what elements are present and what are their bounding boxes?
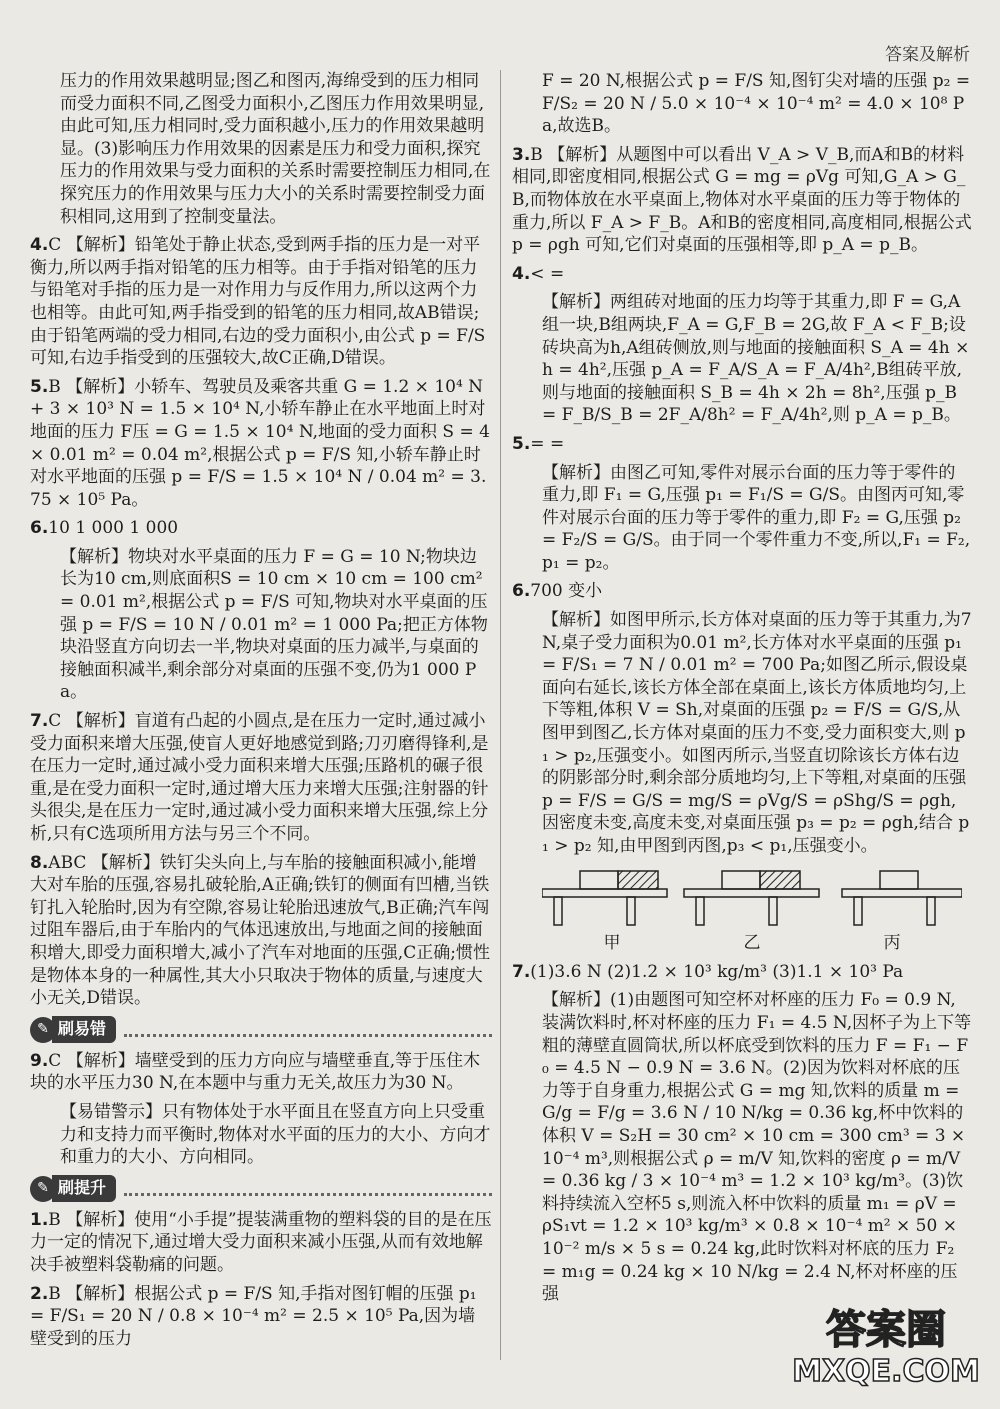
question-number: 2. [30,1283,49,1304]
pen-icon: ✎ [30,1017,56,1043]
answer-paragraph [30,1209,492,1277]
answer-text: B 【解析】从题图中可以看出 V_A > V_B,而A和B的材料相同,即密度相同,根据公式 G = mg = ρVg 可知,G_A > G_B,而物体放在水平桌面上,物体对水平桌面的压力等于物体的重力,所以 F_A > F_B。A和B的密度相同,高度相同,根据公式 p = ρgh 可知,它们对桌面的压强相等,即 p_A = p_B。 [512,144,972,256]
answer-paragraph [30,70,492,228]
question-number: 6. [30,518,49,539]
right-column [512,70,972,1312]
figure-label-yi: 乙 [743,933,761,954]
answer-paragraph [512,609,972,858]
table-jia [542,871,667,925]
answer-paragraph [512,989,972,1305]
answer-text: B 【解析】使用“小手提”提装满重物的塑料袋的目的是在压力一定的情况下,通过增大受力面积来减小压强,从而有效地解决手被塑料袋勒痛的问题。 [30,1209,492,1275]
answer-text: C 【解析】铅笔处于静止状态,受到两手指的压力是一对平衡力,所以两手指对铅笔的压力相等。由于手指对铅笔的压力与铅笔对手指的压力是一对作用力与反作用力,所以这两个力也相等。由此可知,两手指受到的铅笔的压力相同,故AB错误;由于铅笔两端的受力相同,右边的受力面积小,由公式 p = F/S 可知,右边手指受到的压强较大,故C正确,D错误。 [30,235,486,369]
figure-label-jia: 甲 [603,933,621,954]
dotted-rule [124,1022,492,1037]
answer-text: < = [530,263,565,284]
column-divider [500,70,501,1360]
question-number: 9. [30,1050,49,1071]
watermark-logo [786,1301,986,1391]
answer-text: 【解析】两组砖对地面的压力均等于其重力,即 F = G,A组一块,B组两块,F_A = G,F_B = 2G,故 F_A < F_B;设砖块高为h,A组砖侧放,则与地面的接触面积 S_A = 4h × h = 4h²,压强 p_A = F_A/S_A = F_A/4h²,B组砖平放,则与地面的接触面积 S_B = 4h × 2h = 8h²,压强 p_B = F_B/S_B = 2F_A/8h² = F_A/4h²,则 p_A = p_B。 [542,292,970,426]
left-column [30,70,492,1356]
question-number: 1. [30,1209,49,1230]
watermark-line2: MXQE.COM [792,1354,980,1389]
question-number: 8. [30,852,49,873]
pen-icon: ✎ [30,1176,56,1202]
table-bing [842,871,962,925]
answer-list-improve [30,1209,492,1351]
answer-paragraph [30,234,492,370]
answer-text: 【解析】物块对水平桌面的压力 F = G = 10 N;物块边长为10 cm,则底面积S = 10 cm × 10 cm = 100 cm² = 0.01 m²,根据公式 p = F/S 可知,物块对水平桌面的压强 p = F/S = 10 N / 0.01 m² = 1 000 Pa;把正方体物块沿竖直方向切去一半,物块对桌面的压力减半,与桌面的接触面积减半,剩余部分对桌面的压强不变,仍为1 000 Pa。 [60,546,488,703]
answer-text: B 【解析】小轿车、驾驶员及乘客共重 G = 1.2 × 10⁴ N + 3 × 10³ N = 1.5 × 10⁴ N,小轿车静止在水平地面上时对地面的压力 F压 = G = 1.5 × 10⁴ N,地面的受力面积 S = 4 × 0.01 m² = 0.04 m²,根据公式 p = F/S 知,小轿车静止时对水平地面的压强 p = F/S = 1.5 × 10⁴ N / 0.04 m² = 3.75 × 10⁵ Pa。 [30,376,490,510]
section-badge-error [30,1016,492,1044]
question-number: 4. [30,235,49,256]
figure-label-bing: 丙 [883,933,901,954]
dotted-rule [124,1181,492,1196]
answer-paragraph [30,376,492,512]
answer-paragraph [512,961,972,984]
answer-list-error [30,1050,492,1169]
question-number: 7. [30,711,49,732]
section-badge-improve [30,1175,492,1203]
watermark-line1: 答案圈 [826,1307,946,1353]
answer-text: 700 变小 [530,581,603,602]
answer-text: F = 20 N,根据公式 p = F/S 知,图钉尖对墙的压强 p₂ = F/S₂ = 20 N / 5.0 × 10⁻⁴ × 10⁻⁴ m² = 4.0 × 10⁸ Pa,故选B。 [542,71,971,137]
answer-list-right-2 [512,961,972,1306]
section-badge-label: 刷易错 [52,1016,116,1043]
question-number: 6. [512,581,531,602]
question-number: 5. [30,376,49,397]
answer-paragraph [30,852,492,1010]
answer-text: ABC 【解析】铁钉尖头向上,与车胎的接触面积减小,能增大对车胎的压强,容易扎破轮胎,A正确;铁钉的侧面有凹槽,当铁钉扎入轮胎时,因为有空隙,容易让轮胎迅速放气,B正确;汽车闯过阻车器后,由于车胎内的气体迅速放出,与地面之间的接触面积增大,即受力面积增大,减小了汽车对地面的压强,C正确;惯性是物体本身的一种属性,其大小只取决于物体的质量,与速度大小无关,D错误。 [30,852,490,1009]
section-badge-label: 刷提升 [52,1175,116,1202]
question-number: 4. [512,263,531,284]
answer-text: B 【解析】根据公式 p = F/S 知,手指对图钉帽的压强 p₁ = F/S₁ = 20 N / 0.8 × 10⁻⁴ m² = 2.5 × 10⁵ Pa,因为墙壁受到的压力 [30,1283,477,1349]
answer-text: 10 1 000 1 000 [48,518,179,539]
answer-paragraph [512,433,972,456]
answer-text: 【易错警示】只有物体处于水平面且在竖直方向上只受重力和支持力而平衡时,物体对水平面的压力的大小、方向才和重力的大小、方向相同。 [60,1101,491,1168]
answer-text: C 【解析】盲道有凸起的小圆点,是在压力一定时,通过减小受力面积来增大压强,使盲人更好地感觉到路;刀刃磨得锋利,是在压力一定时,通过减小受力面积来增大压强;压路机的碾子很重,是在受力面积一定时,通过增大压力来增大压强;注射器的针头很尖,是在压力一定时,通过减小受力面积来增大压强,综上分析,只有C选项所用方法与另三个不同。 [30,711,489,844]
answer-paragraph [512,144,972,257]
answer-text: 【解析】(1)由题图可知空杯对杯座的压力 F₀ = 0.9 N,装满饮料时,杯对杯座的压力 F₁ = 4.5 N,因杯子为上下等粗的薄壁直圆筒状,所以杯底受到饮料的压力 F = F₁ − F₀ = 4.5 N − 0.9 N = 3.6 N。(2)因为饮料对杯底的压力等于自身重力,根据公式 G = mg 知,饮料的质量 m = G/g = F/g = 3.6 N / 10 N/kg = 0.36 kg,杯中饮料的体积 V = S₂H = 30 cm² × 10 cm = 300 cm³ = 3 × 10⁻⁴ m³,则根据公式 ρ = m/V 知,饮料的密度 ρ = m/V = 0.36 kg / 3 × 10⁻⁴ m³ = 1.2 × 10³ kg/m³。(3)饮料持续流入空杯5 s,则流入杯中饮料的质量 m₁ = ρV = ρS₁vt = 1.2 × 10³ kg/m³ × 0.8 × 10⁻⁴ m² × 50 × 10⁻² m/s × 5 s = 0.24 kg,此时饮料对杯底的压力 F₂ = m₁g = 0.24 kg × 10 N/kg = 2.4 N,杯对杯座的压强 [542,990,972,1305]
answer-paragraph [512,580,972,603]
answer-text: 【解析】由图乙可知,零件对展示台面的压力等于零件的重力,即 F₁ = G,压强 p₁ = F₁/S = G/S。由图丙可知,零件对展示台面的压力等于零件的重力,即 F₂ = G,压强 p₂ = F₂/S = G/S。由于同一个零件重力不变,所以,F₁ = F₂,p₁ = p₂。 [542,462,971,573]
answer-paragraph [512,291,972,427]
answer-text: = = [530,433,565,454]
answer-paragraph [30,1050,492,1095]
tables-figure [542,866,962,926]
answer-text: 【解析】如图甲所示,长方体对桌面的压力等于其重力,为7 N,桌子受力面积为0.01 m²,长方体对水平桌面的压强 p₁ = F/S₁ = 7 N / 0.01 m² = 700 Pa;如图乙所示,假设桌面向右延长,该长方体全部在桌面上,该长方体质地均匀,上下等粗,体积 V = Sh,对桌面的压强 p₂ = F/S = G/S,从图甲到图乙,长方体对桌面的压力不变,受力面积变大,则 p₁ > p₂,压强变小。如图丙所示,当竖直切除该长方体右边的阴影部分时,剩余部分质地均匀,上下等粗,对桌面的压强 p = F/S = G/S = mg/S = ρVg/S = ρShg/S = ρgh,因密度未变,高度未变,对桌面压强 p₃ = p₂ = ρgh,结合 p₁ > p₂ 知,由甲图到丙图,p₃ < p₁,压强变小。 [542,610,972,856]
question-number: 5. [512,433,531,454]
answer-text: C 【解析】墙壁受到的压力方向应与墙壁垂直,等于压住木块的水平压力30 N,在本题中与重力无关,故压力为30 N。 [30,1050,481,1094]
answer-list-basic [30,70,492,1010]
question-number: 3. [512,144,531,165]
answer-paragraph [30,546,492,704]
answer-paragraph [30,1101,492,1169]
page-header: 答案及解析 [885,45,970,65]
answer-paragraph [512,70,972,138]
question-number: 7. [512,961,531,982]
answer-paragraph [30,710,492,846]
table-yi [684,871,819,925]
answer-paragraph [512,462,972,575]
answer-paragraph [30,517,492,540]
answer-paragraph [30,1283,492,1351]
answer-text: 压力的作用效果越明显;图乙和图丙,海绵受到的压力相同而受力面积不同,乙图受力面积小,乙图压力作用效果明显,由此可知,压力相同时,受力面积越小,压力的作用效果越明显。(3)影响压力作用效果的因素是压力和受力面积,探究压力的作用效果与受力面积的关系时需要控制压力相同,在探究压力的作用效果与压力大小的关系时需要控制受力面积相同,这用到了控制变量法。 [60,71,491,227]
block-diagram [542,866,962,955]
answer-text: (1)3.6 N (2)1.2 × 10³ kg/m³ (3)1.1 × 10³ Pa [530,961,904,982]
answer-list-right [512,70,972,858]
figure-labels [542,932,962,955]
answer-paragraph [512,263,972,286]
